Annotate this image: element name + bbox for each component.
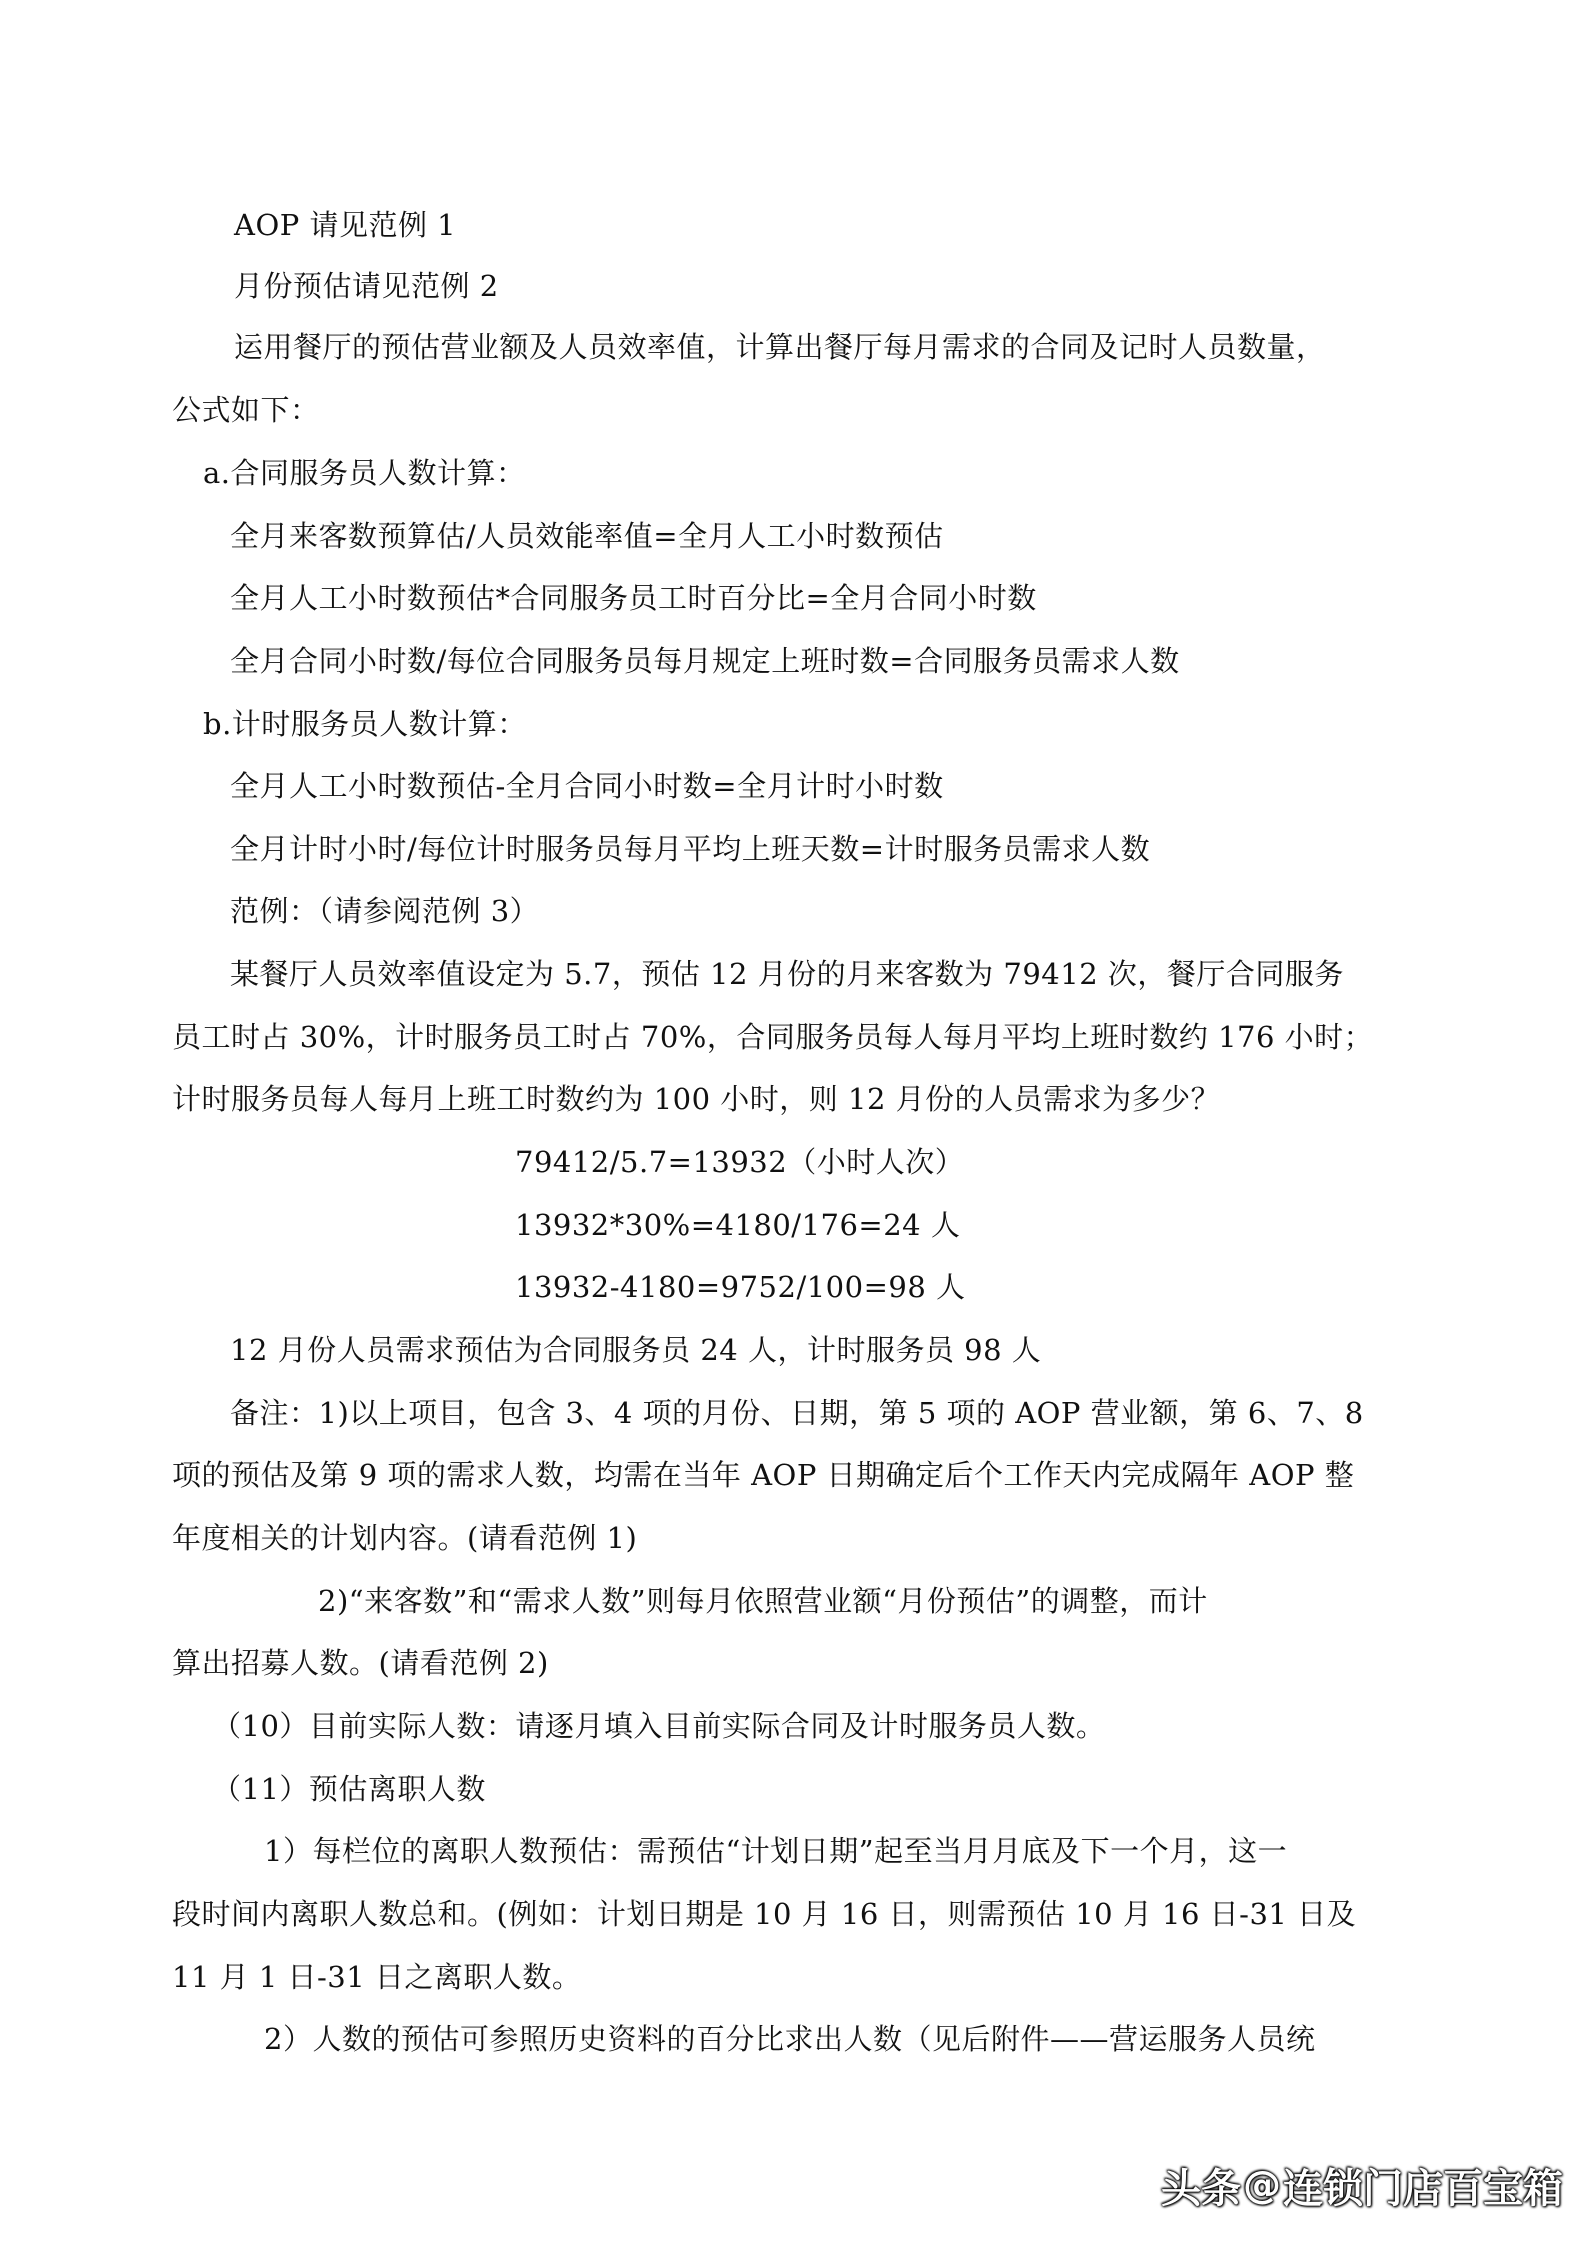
text-line: （11）预估离职人数 — [212, 1772, 486, 1806]
watermark-at: @ — [1243, 2163, 1281, 2207]
text-line: 算出招募人数。(请看范例 2) — [172, 1646, 549, 1680]
text-line: 2）人数的预估可参照历史资料的百分比求出人数（见后附件——营运服务人员统 — [264, 2022, 1316, 2056]
text-line: 2)“来客数”和“需求人数”则每月依照营业额“月份预估”的调整，而计 — [318, 1584, 1208, 1618]
text-line: 月份预估请见范例 2 — [234, 269, 499, 303]
text-line: 12 月份人员需求预估为合同服务员 24 人，计时服务员 98 人 — [230, 1333, 1042, 1367]
text-line: 1）每栏位的离职人数预估：需预估“计划日期”起至当月月底及下一个月，这一 — [264, 1834, 1288, 1868]
text-line: 员工时占 30%，计时服务员工时占 70%，合同服务员每人每月平均上班时数约 176 小时； — [172, 1020, 1374, 1054]
text-line: （10）目前实际人数：请逐月填入目前实际合同及计时服务员人数。 — [212, 1709, 1106, 1743]
text-line: 全月人工小时数预估*合同服务员工时百分比=全月合同小时数 — [230, 581, 1037, 615]
text-line: 全月人工小时数预估-全月合同小时数=全月计时小时数 — [230, 769, 944, 803]
text-line: 范例：（请参阅范例 3） — [230, 894, 540, 928]
text-line: 公式如下： — [172, 393, 320, 427]
text-line: 计时服务员每人每月上班工时数约为 100 小时，则 12 月份的人员需求为多少？ — [172, 1082, 1221, 1116]
text-line: AOP 请见范例 1 — [234, 208, 457, 242]
text-line: 运用餐厅的预估营业额及人员效率值，计算出餐厅每月需求的合同及记时人员数量， — [234, 330, 1326, 364]
text-line: 全月计时小时/每位计时服务员每月平均上班天数=计时服务员需求人数 — [230, 832, 1151, 866]
watermark-account: 连锁门店百宝箱 — [1283, 2165, 1563, 2212]
text-line: 11 月 1 日-31 日之离职人数。 — [172, 1960, 582, 1994]
text-line: 全月来客数预算估/人员效能率值=全月人工小时数预估 — [230, 519, 944, 553]
text-line: 13932*30%=4180/176=24 人 — [515, 1208, 961, 1242]
watermark-prefix: 头条 — [1161, 2165, 1241, 2212]
text-line: a.合同服务员人数计算： — [203, 456, 526, 490]
text-line: 79412/5.7=13932（小时人次） — [515, 1145, 965, 1179]
text-line: 备注：1)以上项目，包含 3、4 项的月份、日期，第 5 项的 AOP 营业额，第 6、7、8 — [230, 1396, 1364, 1430]
text-line: 13932-4180=9752/100=98 人 — [515, 1270, 966, 1304]
watermark — [1161, 2153, 1563, 2217]
text-line: 段时间内离职人数总和。(例如：计划日期是 10 月 16 日，则需预估 10 月 16 日-31 日及 — [172, 1897, 1357, 1931]
text-line: 项的预估及第 9 项的需求人数，均需在当年 AOP 日期确定后个工作天内完成隔年 AOP 整 — [172, 1458, 1355, 1492]
text-line: 全月合同小时数/每位合同服务员每月规定上班时数=合同服务员需求人数 — [230, 644, 1180, 678]
text-line: b.计时服务员人数计算： — [203, 707, 527, 741]
text-line: 某餐厅人员效率值设定为 5.7，预估 12 月份的月来客数为 79412 次，餐厅合同服务 — [230, 957, 1344, 991]
text-line: 年度相关的计划内容。(请看范例 1) — [172, 1521, 638, 1555]
